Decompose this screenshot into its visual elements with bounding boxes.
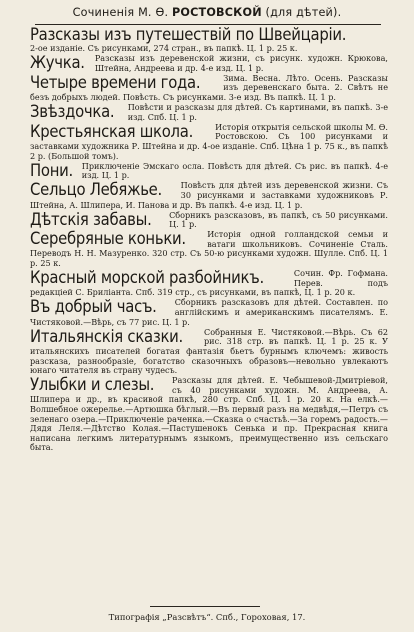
header-prefix: Сочиненія М. Ѳ.: [72, 6, 172, 19]
book-description: Разсказы изъ деревенской жизни, съ рисунк. художн. Крюкова, Штейна, Андреева и др. 4-е изд. Ц. 1 р.: [94, 54, 388, 73]
header-suffix: (для дѣтей).: [261, 6, 342, 19]
book-title: Жучка.: [30, 54, 85, 73]
book-title: Въ добрый часъ.: [30, 298, 157, 317]
book-description: Исторія открытія сельской школы М. Ѳ. Ростовскою. Съ 100 рисунками и заставками художника Р. Штейна и др. 4-ое изданіе. Спб. Цѣна 1 р. 75 к., въ папкѣ 2 р. (Большой томъ).: [30, 122, 388, 161]
header-author: РОСТОВСКОЙ: [171, 6, 262, 19]
book-entry: [30, 26, 388, 54]
book-entry: [30, 269, 388, 298]
book-entry: [30, 230, 388, 268]
book-title: Серебряные коньки.: [30, 230, 186, 249]
footer-rule: [150, 606, 260, 607]
book-description: Повѣсти и разсказы для дѣтей. Съ картинами, въ папкѣ. 3-е изд. Спб. Ц. 1 р.: [127, 103, 388, 122]
book-description: Сборникъ разсказовъ для дѣтей. Составлен. по англійскимъ и американскимъ писателямъ. Е. Чистяковой.—Вѣрь, съ 77 рис. Ц. 1 р.: [30, 298, 388, 327]
book-description: Сборникъ разсказовъ, въ папкѣ, съ 50 рисунками. Ц. 1 р.: [169, 210, 388, 230]
book-title: Четыре времени года.: [30, 73, 201, 92]
book-title: Звѣздочка.: [30, 103, 115, 122]
book-list: [30, 26, 388, 453]
book-entry: [30, 328, 388, 376]
book-title: Дѣтскія забавы.: [30, 210, 152, 229]
book-entry: [30, 376, 388, 453]
printer-imprint: Типографія „Разсвѣтъ“. Спб., Гороховая, 17.: [108, 612, 306, 622]
book-title: Сельцо Лебяжье.: [30, 181, 163, 200]
book-entry: [30, 211, 388, 230]
header-rule: [35, 24, 381, 25]
book-description: Приключеніе Эмскаго осла. Повѣсть для дѣтей. Съ рис. въ папкѣ. 4-е изд. Ц. 1 р.: [81, 161, 388, 181]
book-title: Разсказы изъ путешествій по Швейцаріи.: [30, 26, 347, 44]
book-title: Пони.: [30, 161, 73, 180]
book-description: Исторія одной голландской семьи и ватаги школьниковъ. Сочиненіе Сталь. Переводъ Н. Н. Мазуренко. 320 стр. Съ 50-ю рисунками художн. Шулле. Спб. Ц. 1 р. 25 к.: [30, 230, 388, 269]
book-title: Улыбки и слезы.: [30, 376, 155, 395]
book-title: Красный морской разбойникъ.: [30, 269, 264, 288]
book-entry: [30, 162, 388, 181]
book-description: Сочин. Фр. Гофмана. Перев. подъ редакціей С. Бриліанта. Спб. 319 стр., съ рисунками, въ папкѣ, Ц. 1 р. 20 к.: [30, 269, 388, 298]
book-entry: [30, 298, 388, 327]
book-entry: [30, 123, 388, 161]
book-title: Итальянскія сказки.: [30, 327, 183, 346]
book-description: 2-ое изданіе. Съ рисунками, 274 стран., въ папкѣ. Ц. 1 р. 25 к.: [30, 43, 298, 53]
book-entry: [30, 54, 388, 73]
book-entry: [30, 181, 388, 210]
book-description: Разсказы для дѣтей. Е. Чебышевой-Дмитріевой, съ 40 рисунками художн. М. Андреева, А. Шлипера и др., въ красивой папкѣ, 280 стр. Спб. Ц. 1 р. 20 к. На елкѣ.—Волшебное ожерелье.—Артюшка бѣглый.—Въ первый разъ на медвѣдя,—Петръ съ зеленаго озера.—Приключеніе раченка.—Сказка о счастьѣ.—За горемъ радость.—Дядя Леля.—Дѣтство Колая.—Пастушенокъ Сенька и пр. Прекрасная книга написана легкимъ литературнымъ языкомъ, преимущественно изъ сельскаго быта.: [30, 376, 388, 453]
book-entry: [30, 74, 388, 103]
book-description: Повѣсть для дѣтей изъ деревенской жизни. Съ 30 рисунками и заставками художниковъ Р. Штейна, А. Шлипера, И. Панова и др. Въ папкѣ. 4-е изд. Ц. 1 р.: [30, 181, 388, 210]
page-header: [0, 6, 414, 19]
book-entry: [30, 103, 388, 122]
book-description: Зима. Весна. Лѣто. Осень. Разсказы изъ деревенскаго быта. 2. Свѣтъ не безъ добрыхъ людей. Повѣсть. Съ рисунками. 3-е изд. Въ папкѣ. Ц. 1 р.: [30, 73, 388, 102]
book-title: Крестьянская школа.: [30, 122, 194, 141]
book-description: Собранныя Е. Чистяковой.—Вѣрь. Съ 62 рис. 318 стр. въ папкѣ. Ц. 1 р. 25 к. У итальянскихъ писателей богатая фантазія бьетъ бурнымъ ключемъ: живость разсказа, разнообразіе, богатство сказочныхъ образовъ—невольно увлекаютъ юнаго читателя въ страну чудесъ.: [30, 327, 388, 376]
